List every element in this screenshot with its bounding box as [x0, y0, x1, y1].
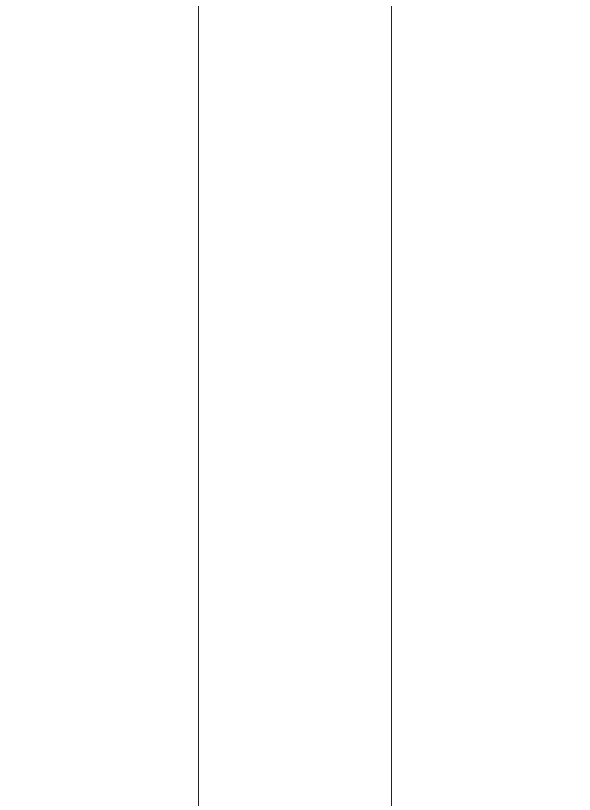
- right-column: [392, 6, 584, 806]
- middle-column: [199, 6, 392, 806]
- text-columns: [6, 6, 584, 806]
- left-column: [6, 6, 199, 806]
